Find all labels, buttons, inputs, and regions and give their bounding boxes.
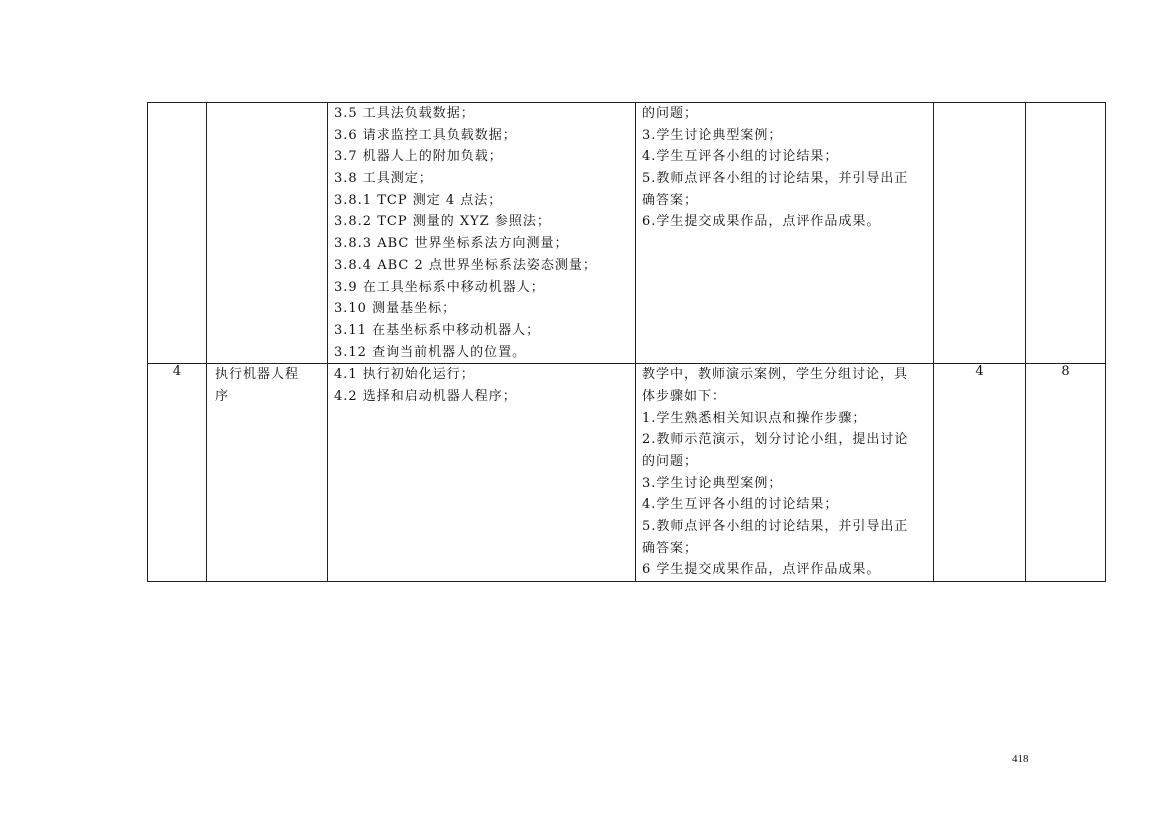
row-number-cell (148, 103, 207, 364)
method-line: 的问题； (642, 454, 699, 469)
method-line: 3.学生讨论典型案例； (642, 475, 783, 491)
page-number: 418 (1012, 753, 1029, 765)
method-line: 3.学生讨论典型案例； (642, 127, 783, 143)
content-line: 3.8.4 ABC 2 点世界坐标系法姿态测量； (334, 257, 597, 273)
method-cell (636, 103, 934, 364)
method-line: 4.学生互评各小组的讨论结果； (642, 149, 839, 165)
course-schedule-table (147, 102, 1106, 582)
table-row (148, 364, 1106, 582)
content-line: 3.12 查询当前机器人的位置。 (334, 344, 527, 360)
content-line: 3.7 机器人上的附加负载； (334, 149, 503, 165)
table-row (148, 103, 1106, 364)
module-name-cell (207, 364, 328, 582)
hours-cell: 4 (934, 364, 1026, 582)
method-line: 教学中，教师演示案例，学生分组讨论，具 (642, 367, 909, 383)
content-line: 3.9 在工具坐标系中移动机器人； (334, 279, 545, 295)
module-name-line: 序 (215, 388, 230, 404)
content-line: 4.2 选择和启动机器人程序； (334, 388, 517, 404)
module-name-line: 执行机器人程 (215, 367, 300, 383)
hours-cell (934, 103, 1026, 364)
content-line: 3.8.1 TCP 测定 4 点法； (334, 192, 503, 208)
method-line: 6 学生提交成果作品，点评作品成果。 (642, 562, 881, 578)
method-line: 5.教师点评各小组的讨论结果，并引导出正 (642, 171, 909, 187)
content-cell (328, 364, 636, 582)
content-line: 3.11 在基坐标系中移动机器人； (334, 322, 541, 338)
method-line: 的问题； (642, 106, 699, 121)
row-number-cell: 4 (148, 364, 207, 582)
content-line: 3.8.3 ABC 世界坐标系法方向测量； (334, 236, 569, 252)
content-cell (328, 103, 636, 364)
content-line: 3.5 工具法负载数据； (334, 106, 475, 121)
method-line: 体步骤如下： (642, 388, 727, 404)
total-hours-cell (1026, 103, 1106, 364)
method-line: 6.学生提交成果作品，点评作品成果。 (642, 214, 881, 230)
module-name-cell (207, 103, 328, 364)
content-line: 3.10 测量基坐标； (334, 301, 457, 317)
method-line: 4.学生互评各小组的讨论结果； (642, 497, 839, 513)
content-line: 3.6 请求监控工具负载数据； (334, 127, 517, 143)
method-cell (636, 364, 934, 582)
content-line: 3.8 工具测定； (334, 171, 433, 187)
total-hours-cell: 8 (1026, 364, 1106, 582)
method-line: 2.教师示范演示，划分讨论小组，提出讨论 (642, 432, 909, 448)
content-line: 3.8.2 TCP 测量的 XYZ 参照法； (334, 214, 551, 230)
method-line: 确答案； (642, 192, 699, 208)
method-line: 5.教师点评各小组的讨论结果，并引导出正 (642, 519, 909, 535)
method-line: 确答案； (642, 540, 699, 556)
method-line: 1.学生熟悉相关知识点和操作步骤； (642, 410, 867, 426)
content-line: 4.1 执行初始化运行； (334, 367, 475, 383)
